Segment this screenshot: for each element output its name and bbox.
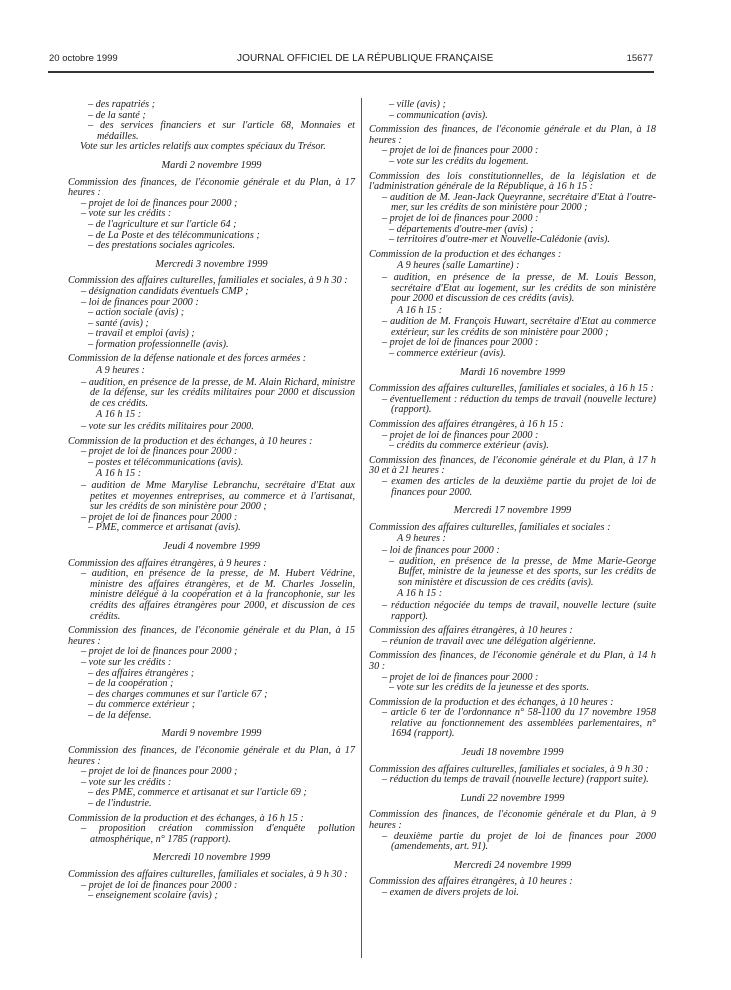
list-item: – projet de loi de finances pour 2000 ;: [81, 766, 238, 778]
commission-heading: Commission des affaires culturelles, familiales et sociales, à 9 h 30 :: [68, 275, 348, 287]
date-heading: Mardi 9 novembre 1999: [161, 728, 262, 740]
list-item: – loi de finances pour 2000 :: [81, 296, 199, 308]
right-column: [369, 100, 656, 899]
sub-list-item: – communication (avis).: [389, 109, 488, 121]
list-item: – projet de loi de finances pour 2000 :: [382, 337, 539, 349]
list-item: – article 6 ter de l'ordonnance n° 58-1100 du 17 novembre 1958 relative au fonctionnement des assemblées parlementaires, n° 1694 (rapport).: [382, 707, 656, 740]
sub-list-item: – de la santé ;: [88, 109, 146, 121]
sub-list-item: – de l'agriculture et sur l'article 64 ;: [88, 218, 237, 230]
commission-heading: Commission des affaires culturelles, familiales et sociales, à 9 h 30 :: [68, 869, 348, 880]
header-page-number: 15677: [626, 53, 653, 64]
commission-heading: Commission de la défense nationale et des forces armées :: [68, 353, 307, 365]
sub-list-item: – formation professionnelle (avis).: [88, 338, 229, 350]
commission-heading: Commission de la production et des échanges, à 10 heures :: [369, 696, 614, 708]
commission-heading: Commission de la production et des échanges :: [369, 248, 562, 260]
sub-list-item: – des charges communes et sur l'article 67 ;: [88, 688, 268, 700]
commission-heading: Commission des lois constitutionnelles, de la législation et de l'administration générale de la République, à 16 h 15 :: [369, 170, 656, 193]
date-heading: Mardi 2 novembre 1999: [161, 159, 262, 171]
list-item: – éventuellement : réduction du temps de travail (nouvelle lecture) (rapport).: [382, 393, 656, 416]
list-item: – vote sur les crédits :: [81, 656, 172, 668]
commission-heading: Commission des affaires étrangères, à 9 heures :: [68, 557, 267, 569]
list-item: – proposition création commission d'enquête pollution atmosphérique, n° 1785 (rapport).: [81, 823, 355, 845]
list-item: – vote sur les crédits :: [81, 208, 172, 220]
sub-list-item: – action sociale (avis) ;: [88, 307, 185, 319]
sub-list-item: – territoires d'outre-mer et Nouvelle-Calédonie (avis).: [389, 234, 610, 246]
list-item: – deuxième partie du projet de loi de finances pour 2000 (amendements, art. 91).: [382, 830, 656, 853]
sub-list-item: – des rapatriés ;: [88, 99, 156, 110]
sub-list-item: – PME, commerce et artisanat (avis).: [88, 522, 241, 534]
left-column: [68, 100, 355, 902]
commission-heading: Commission des finances, de l'économie générale et du Plan, à 9 heures :: [369, 809, 656, 832]
list-item: – audition, en présence de la presse, de M. Alain Richard, ministre de la défense, sur les crédits militaires pour 2000 et discussion de ces crédits.: [81, 376, 355, 409]
sub-list-item: – des services financiers et sur l'article 68, Monnaies et médailles.: [88, 120, 355, 142]
sub-list-item: – départements d'outre-mer (avis) ;: [389, 223, 534, 235]
time-heading: A 16 h 15 :: [397, 588, 443, 600]
list-item: – vote sur les crédits militaires pour 2000.: [81, 421, 254, 433]
date-heading: Mercredi 3 novembre 1999: [155, 258, 268, 270]
date-heading: Mercredi 17 novembre 1999: [453, 505, 572, 517]
commission-heading: Commission des finances, de l'économie générale et du Plan, à 17 heures :: [68, 745, 355, 767]
list-item: – projet de loi de finances pour 2000 ;: [81, 197, 238, 209]
sub-list-item: – postes et télécommunications (avis).: [88, 456, 244, 468]
header-title: JOURNAL OFFICIEL DE LA RÉPUBLIQUE FRANÇAISE: [237, 53, 494, 64]
sub-list-item: – de La Poste et des télécommunications ;: [88, 229, 260, 241]
commission-heading: Commission des affaires étrangères, à 16 h 15 :: [369, 419, 564, 431]
commission-heading: Commission des finances, de l'économie générale et du Plan, à 17 heures :: [68, 176, 355, 199]
time-heading: A 9 heures (salle Lamartine) :: [397, 260, 520, 272]
time-heading: A 16 h 15 :: [96, 409, 142, 421]
time-heading: A 9 heures :: [397, 533, 446, 545]
sub-list-item: – des PME, commerce et artisanat et sur l'article 69 ;: [88, 787, 307, 799]
sub-list-item: – de la coopération ;: [88, 678, 174, 690]
commission-heading: Commission des finances, de l'économie générale et du Plan, à 15 heures :: [68, 625, 355, 647]
list-item: – projet de loi de finances pour 2000 :: [382, 671, 539, 683]
sub-list-item: – des prestations sociales agricoles.: [88, 240, 236, 252]
commission-heading: Commission des finances, de l'économie générale et du Plan, à 14 h 30 :: [369, 650, 656, 672]
commission-heading: Commission de la production et des échanges, à 16 h 15 :: [68, 812, 304, 824]
sub-list-item: – travail et emploi (avis) ;: [88, 328, 195, 340]
column-divider: [361, 98, 362, 958]
commission-heading: Commission des affaires culturelles, familiales et sociales, à 9 h 30 :: [369, 763, 649, 775]
list-item: – projet de loi de finances pour 2000 :: [382, 429, 539, 441]
list-item: – vote sur les crédits :: [81, 776, 172, 788]
commission-heading: Commission des affaires culturelles, familiales et sociales :: [369, 521, 611, 533]
sub-list-item: – vote sur les crédits de la jeunesse et des sports.: [389, 682, 590, 694]
vote-paragraph: Vote sur les articles relatifs aux comptes spéciaux du Trésor.: [80, 141, 326, 153]
commission-heading: Commission des affaires étrangères, à 10 heures :: [369, 876, 573, 888]
commission-heading: Commission des affaires étrangères, à 10 heures :: [369, 625, 573, 637]
list-item: – loi de finances pour 2000 :: [382, 544, 500, 556]
date-heading: Mercredi 24 novembre 1999: [453, 859, 572, 871]
sub-list-item: – de l'industrie.: [88, 798, 152, 810]
header-date: 20 octobre 1999: [49, 53, 118, 64]
list-item: – audition de M. François Huwart, secrétaire d'Etat au commerce extérieur, sur les crédits de son ministère pour 2000 ;: [382, 316, 656, 338]
sub-list-item: – des affaires étrangères ;: [88, 667, 195, 679]
date-heading: Jeudi 4 novembre 1999: [163, 540, 260, 552]
list-item: – projet de loi de finances pour 2000 :: [382, 212, 539, 224]
sub-list-item: – commerce extérieur (avis).: [389, 348, 506, 360]
date-heading: Lundi 22 novembre 1999: [460, 792, 565, 804]
sub-list-item: – ville (avis) ;: [389, 99, 446, 110]
list-item: – désignation candidats éventuels CMP ;: [81, 285, 249, 297]
time-heading: A 9 heures :: [96, 365, 145, 377]
sub-list-item: – crédits du commerce extérieur (avis).: [389, 440, 549, 452]
list-item: – audition de Mme Marylise Lebranchu, secrétaire d'Etat aux petites et moyennes entreprises, au commerce et à l'artisanat, sur les crédits de son ministère pour 2000 ;: [81, 480, 355, 513]
list-item: – projet de loi de finances pour 2000 ;: [81, 646, 238, 658]
list-item: – audition de M. Jean-Jack Queyranne, secrétaire d'Etat à l'outre-mer, sur les crédits de son ministère pour 2000 ;: [382, 191, 656, 214]
list-item: – projet de loi de finances pour 2000 :: [81, 879, 238, 891]
list-item: – réduction négociée du temps de travail, nouvelle lecture (suite rapport).: [382, 599, 656, 622]
sub-list-item: – santé (avis) ;: [88, 317, 149, 329]
sub-list-item: – du commerce extérieur ;: [88, 699, 196, 711]
list-item: – audition, en présence de la presse, de M. Louis Besson, secrétaire d'Etat au logement, sur les crédits de son ministère pour 2000 et discussion de ces crédits (avis).: [382, 271, 656, 305]
list-item: – examen des articles de la deuxième partie du projet de loi de finances pour 2000.: [382, 476, 656, 498]
time-heading: A 16 h 15 :: [397, 304, 443, 316]
sub-list-item: – audition, en présence de la presse, de Mme Marie-George Buffet, ministre de la jeunesse et des sports, sur les crédits de son ministère et discussion de ces crédits (avis).: [389, 555, 656, 588]
commission-heading: Commission des finances, de l'économie générale et du Plan, à 18 heures :: [369, 124, 656, 146]
list-item: – audition, en présence de la presse, de M. Hubert Védrine, ministre des affaires étrangères, et de M. Charles Josselin, ministre délégué à la coopération et à la francophonie, sur les crédits des affaires étrangères pour 2000, et discussion de ces crédits.: [81, 568, 355, 622]
date-heading: Mardi 16 novembre 1999: [459, 366, 566, 378]
sub-list-item: – vote sur les crédits du logement.: [389, 155, 529, 167]
date-heading: Jeudi 18 novembre 1999: [461, 747, 564, 759]
header-rule: [48, 71, 654, 73]
list-item: – projet de loi de finances pour 2000 :: [81, 446, 238, 458]
list-item: – projet de loi de finances pour 2000 :: [81, 511, 238, 523]
commission-heading: Commission de la production et des échanges, à 10 heures :: [68, 435, 313, 447]
date-heading: Mercredi 10 novembre 1999: [152, 852, 271, 864]
list-item: – réduction du temps de travail (nouvelle lecture) (rapport suite).: [382, 774, 649, 786]
list-item: – projet de loi de finances pour 2000 :: [382, 145, 539, 157]
commission-heading: Commission des finances, de l'économie générale et du Plan, à 17 h 30 et à 21 heures :: [369, 454, 656, 477]
time-heading: A 16 h 15 :: [96, 468, 142, 480]
sub-list-item: – de la défense.: [88, 709, 152, 721]
commission-heading: Commission des affaires culturelles, familiales et sociales, à 16 h 15 :: [369, 383, 654, 395]
sub-list-item: – enseignement scolaire (avis) ;: [88, 890, 218, 902]
list-item: – examen de divers projets de loi.: [382, 887, 519, 898]
list-item: – réunion de travail avec une délégation algérienne.: [382, 635, 596, 647]
